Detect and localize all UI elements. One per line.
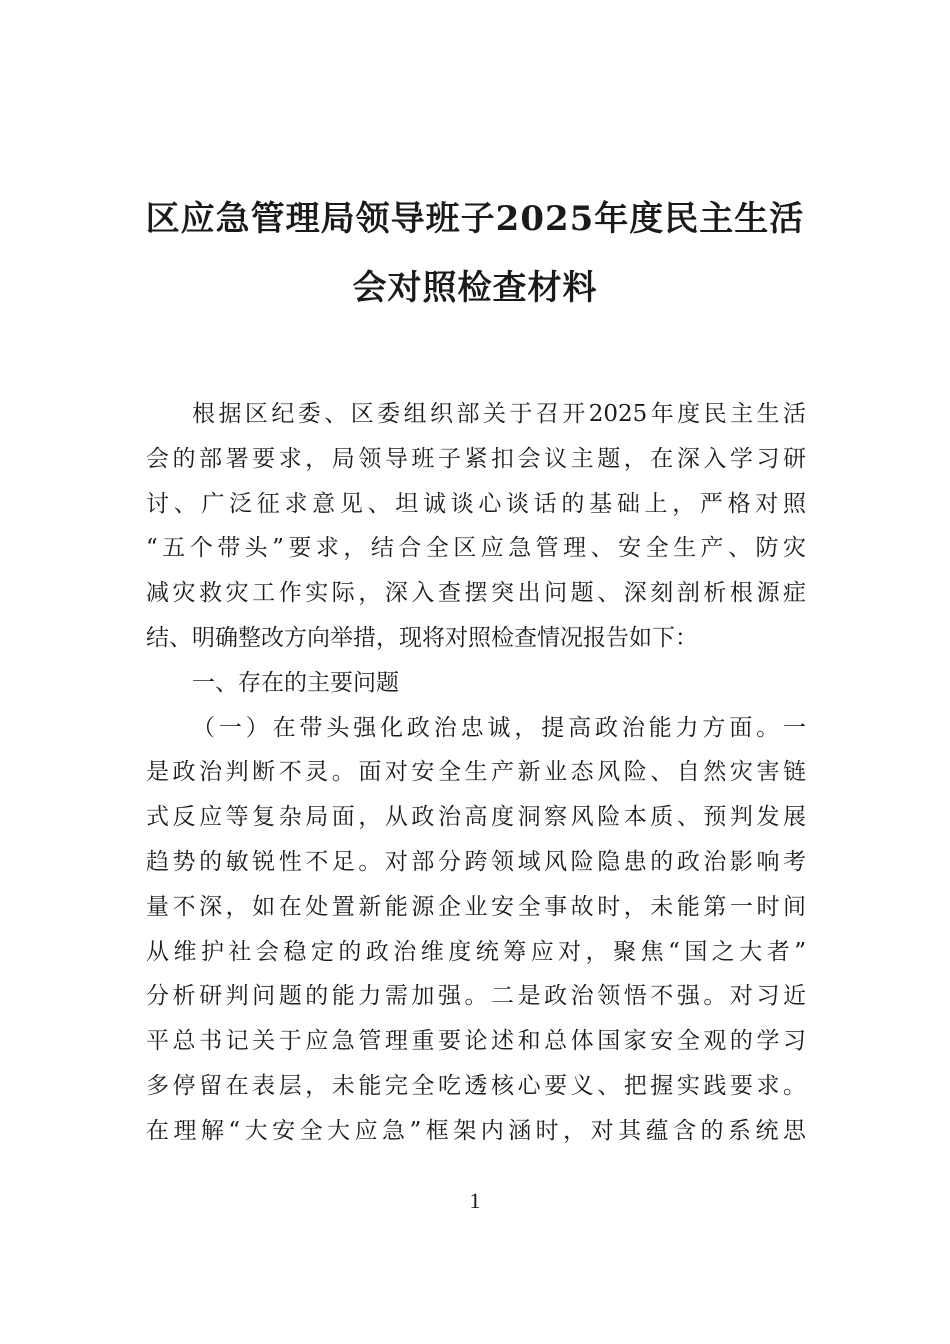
intro-paragraph	[146, 392, 806, 1154]
paragraph-line: 量不深，如在处置新能源企业安全事故时，未能第一时间	[146, 893, 806, 920]
paragraph-line: 减灾救灾工作实际，深入查摆突出问题、深刻剖析根源症	[146, 580, 806, 607]
document-title-line-2: 会对照检查材料	[352, 268, 598, 308]
paragraph-line: 根据区纪委、区委组织部关于召开2025年度民主生活	[192, 401, 806, 427]
page-number: 1	[469, 1188, 481, 1213]
paragraph-line: 会的部署要求，局领导班子紧扣会议主题，在深入学习研	[146, 445, 806, 472]
document-title-line-1: 区应急管理局领导班子2025年度民主生活	[145, 199, 805, 239]
paragraph-line: 式反应等复杂局面，从政治高度洞察风险本质、预判发展	[146, 804, 806, 831]
paragraph-line: 从维护社会稳定的政治维度统筹应对，聚焦“国之大者”	[146, 938, 806, 965]
paragraph-line: 分析研判问题的能力需加强。二是政治领悟不强。对习近	[146, 983, 806, 1010]
paragraph-line: 结、明确整改方向举措，现将对照检查情况报告如下：	[146, 624, 698, 651]
paragraph-line: （一）在带头强化政治忠诚，提高政治能力方面。一	[192, 714, 806, 741]
paragraph-line: 平总书记关于应急管理重要论述和总体国家安全观的学习	[146, 1028, 806, 1055]
paragraph-line: 讨、广泛征求意见、坦诚谈心谈话的基础上，严格对照	[146, 490, 806, 517]
section-heading: 一、存在的主要问题	[192, 669, 399, 696]
paragraph-line: “五个带头”要求，结合全区应急管理、安全生产、防灾	[146, 535, 806, 562]
paragraph-line: 趋势的敏锐性不足。对部分跨领域风险隐患的政治影响考	[146, 848, 806, 875]
paragraph-line: 是政治判断不灵。面对安全生产新业态风险、自然灾害链	[146, 759, 806, 786]
paragraph-line: 多停留在表层，未能完全吃透核心要义、把握实践要求。	[146, 1072, 806, 1099]
paragraph-line: 在理解“大安全大应急”框架内涵时，对其蕴含的系统思	[146, 1117, 806, 1144]
